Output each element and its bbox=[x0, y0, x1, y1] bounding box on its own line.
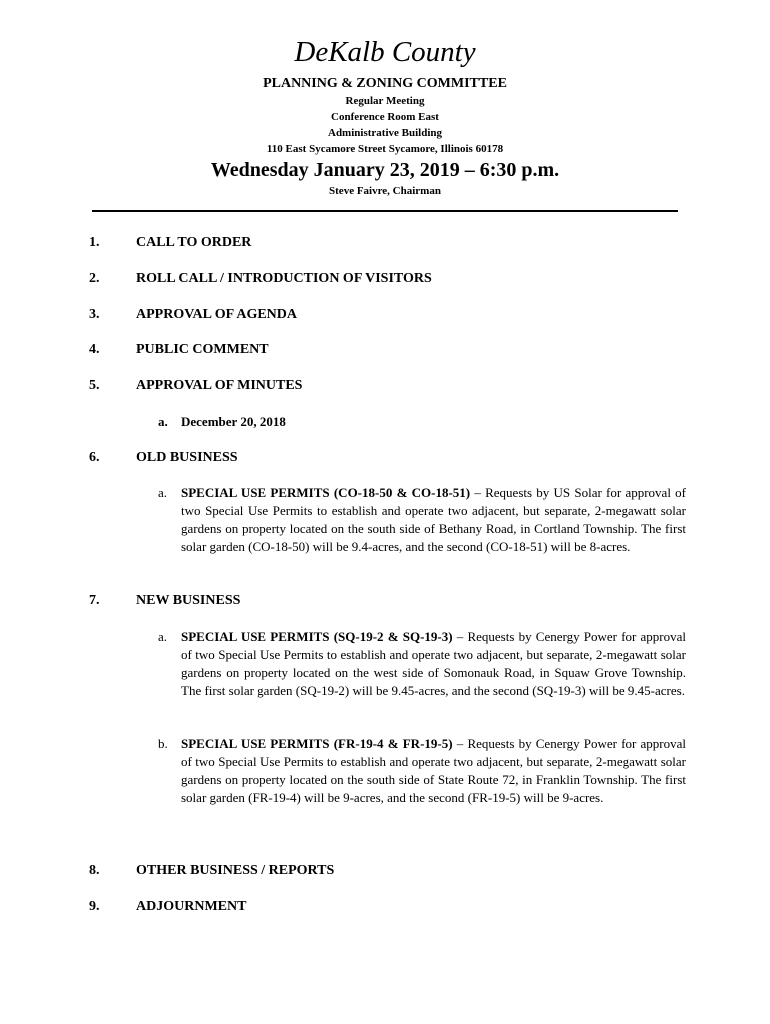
agenda-item-number: 7. bbox=[89, 593, 100, 608]
agenda-item-number: 5. bbox=[89, 378, 100, 393]
header-divider bbox=[92, 210, 678, 212]
agenda-item-number: 2. bbox=[89, 271, 100, 286]
agenda-item-number: 6. bbox=[89, 450, 100, 465]
sub-item-letter: a. bbox=[158, 414, 168, 429]
agenda-item-heading: NEW BUSINESS bbox=[136, 593, 241, 608]
sub-item-title: December 20, 2018 bbox=[181, 414, 286, 429]
sub-item-text bbox=[181, 413, 686, 431]
sub-item-description: – Requests by US Solar for approval of two Special Use Permits to establish and operate two adjacent, but separate, 2-megawatt solar gardens on property located on the south side of Bethany Road, in Cortland Township. The first solar garden (CO-18-50) will be 9.4-acres, and the second (CO-18-51) will be 8-acres. bbox=[181, 485, 686, 554]
agenda-item-number: 8. bbox=[89, 863, 100, 878]
sub-item-text bbox=[181, 628, 686, 700]
sub-item-description: – Requests by Cenergy Power for approval of two Special Use Permits to establish and operate two adjacent, but separate, 2-megawatt solar gardens on property located on the west side of Somonauk Road, in Squaw Grove Township. The first solar garden (SQ-19-2) will be 9.45-acres, and the second (SQ-19-3) will be 9.45-acres. bbox=[181, 629, 686, 698]
agenda-item-heading: OLD BUSINESS bbox=[136, 450, 238, 465]
sub-item-letter: a. bbox=[158, 485, 168, 500]
sub-item-title: SPECIAL USE PERMITS (FR-19-4 & FR-19-5) bbox=[181, 736, 453, 751]
meeting-type: Regular Meeting bbox=[345, 95, 425, 107]
agenda-item-heading: ROLL CALL / INTRODUCTION OF VISITORS bbox=[136, 271, 432, 286]
agenda-item-heading: CALL TO ORDER bbox=[136, 235, 252, 250]
agenda-item-heading: ADJOURNMENT bbox=[136, 899, 247, 914]
meeting-datetime: Wednesday January 23, 2019 – 6:30 p.m. bbox=[210, 159, 560, 181]
committee-name: PLANNING & ZONING COMMITTEE bbox=[263, 76, 507, 91]
meeting-building: Administrative Building bbox=[328, 127, 442, 139]
agenda-item-heading: APPROVAL OF AGENDA bbox=[136, 307, 298, 322]
agenda-item-number: 1. bbox=[89, 235, 100, 250]
sub-item-text bbox=[181, 735, 686, 807]
sub-item-description: – Requests by Cenergy Power for approval of two Special Use Permits to establish and operate two adjacent, but separate, 2-megawatt solar gardens on property located on the south side of State Route 72, in Franklin Township. The first solar garden (FR-19-4) will be 9-acres, and the second (FR-19-5) will be 9-acres. bbox=[181, 736, 686, 805]
agenda-item-heading: APPROVAL OF MINUTES bbox=[136, 378, 303, 393]
agenda-item-heading: OTHER BUSINESS / REPORTS bbox=[136, 863, 335, 878]
meeting-address: 110 East Sycamore Street Sycamore, Illinois 60178 bbox=[266, 143, 504, 155]
agenda-item-number: 9. bbox=[89, 899, 100, 914]
sub-item-title: SPECIAL USE PERMITS (SQ-19-2 & SQ-19-3) bbox=[181, 629, 453, 644]
agenda-item-heading: PUBLIC COMMENT bbox=[136, 342, 269, 357]
sub-item-letter: a. bbox=[158, 629, 168, 644]
sub-item-letter: b. bbox=[158, 736, 168, 751]
sub-item-title: SPECIAL USE PERMITS (CO-18-50 & CO-18-51) bbox=[181, 485, 471, 500]
agenda-item-number: 3. bbox=[89, 307, 100, 322]
county-title: DeKalb County bbox=[294, 36, 476, 68]
chairman: Steve Faivre, Chairman bbox=[329, 185, 441, 197]
meeting-room: Conference Room East bbox=[331, 111, 439, 123]
agenda-item-number: 4. bbox=[89, 342, 100, 357]
sub-item-text bbox=[181, 484, 686, 556]
